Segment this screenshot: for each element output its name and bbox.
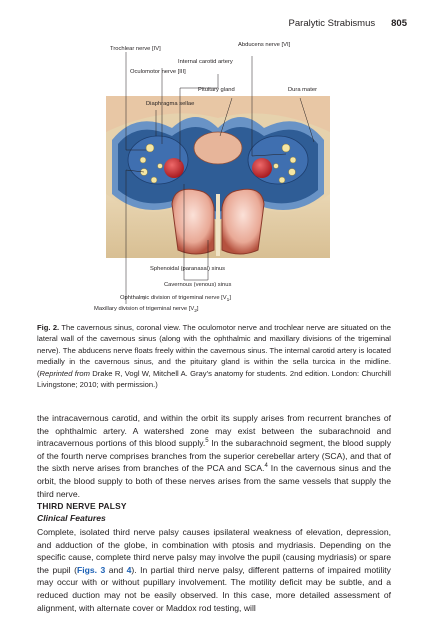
subsection-heading: Clinical Features [37,513,106,523]
label-pituitary-gland: Pituitary gland [198,87,235,93]
page-number: 805 [391,18,407,29]
label-diaphragma-sellae: Diaphragma sellae [146,101,195,107]
label-oculomotor-nerve: Oculomotor nerve [III] [130,69,186,75]
figure-link[interactable]: 4 [126,564,132,575]
figure-caption [37,322,391,390]
body-paragraph: the intracavernous carotid, and within the orbit its supply arises from recurrent branches of the ophthalmic artery. A watershed zone may exist between the subarachnoid and intracavernous portions of this blood supply.$^5$ In the subarachnoid segment, the blood supply of the fourth nerve comprises branches from the superior cerebellar artery (SCA), and that of the sixth nerve arises from branches of the PCA and SCA.$^4$ In the cavernous sinus and the orbit, the blood supply to both of these nerves arises from the same vessels that supply the third nerve. [37,413,391,499]
reference-link[interactable]: 5 [205,438,209,445]
label-maxillary-division: Maxillary division of trigeminal nerve $[V_2]$ [94,306,199,315]
label-ophthalmic-division: Ophthalmic division of trigeminal nerve $[V_1]$ [120,295,231,304]
body-paragraph: Complete, isolated third nerve palsy causes ipsilateral weakness of elevation, depression, and adduction of the globe, in combination with ptosis and mydriasis. Depending on the specific cause, complete third nerve palsy may involve the pupil (causing mydriasis) or spare the pupil (Figs. 3 and 4). In partial third nerve palsy, different patterns of impaired motility may occur with or without pupillary involvement. The motility deficit may be subtle, and a reduced duction may not be easily observed. In this case, more detailed assessment of alignment, with alternate cover or Maddox rod testing, will [37,527,391,613]
caption-text: The cavernous sinus, coronal view. The oculomotor nerve and trochlear nerve are situated on the lateral wall of the cavernous sinus (along with the ophthalmic and maxillary divisions of the trigeminal nerve). The abducens nerve floats freely within the cavernous sinus. The internal carotid artery is located medially in the cavernous sinus, and the pituitary gland is within the sella turcica in the midline. ( [37,323,391,378]
reference-link[interactable]: 4 [264,463,268,470]
cavernous-sinus-figure [94,42,336,315]
label-abducens-nerve: Abducens nerve [VI] [238,42,291,48]
label-trochlear-nerve: Trochlear nerve [IV] [110,46,161,52]
label-dura-mater: Dura mater [288,87,317,93]
label-cavernous-sinus: Cavernous (venous) sinus [164,282,232,288]
section-heading: THIRD NERVE PALSY [37,501,127,511]
caption-reprinted: Reprinted from [39,368,90,378]
label-internal-carotid-artery: Internal carotid artery [178,59,233,65]
caption-citation: Drake R, Vogl W, Mitchell A. Gray’s anatomy for students. 2nd edition. London: Churchill Livingstone; 2010; with permission.) [37,368,391,390]
label-sphenoidal-sinus: Sphenoidal (paranasal) sinus [150,266,226,272]
figure-link[interactable]: Figs. 3 [76,564,106,575]
running-title: Paralytic Strabismus [288,18,376,29]
figure-number: Fig. 2. [37,323,60,332]
running-header [289,18,407,29]
anatomy-illustration [100,44,336,314]
